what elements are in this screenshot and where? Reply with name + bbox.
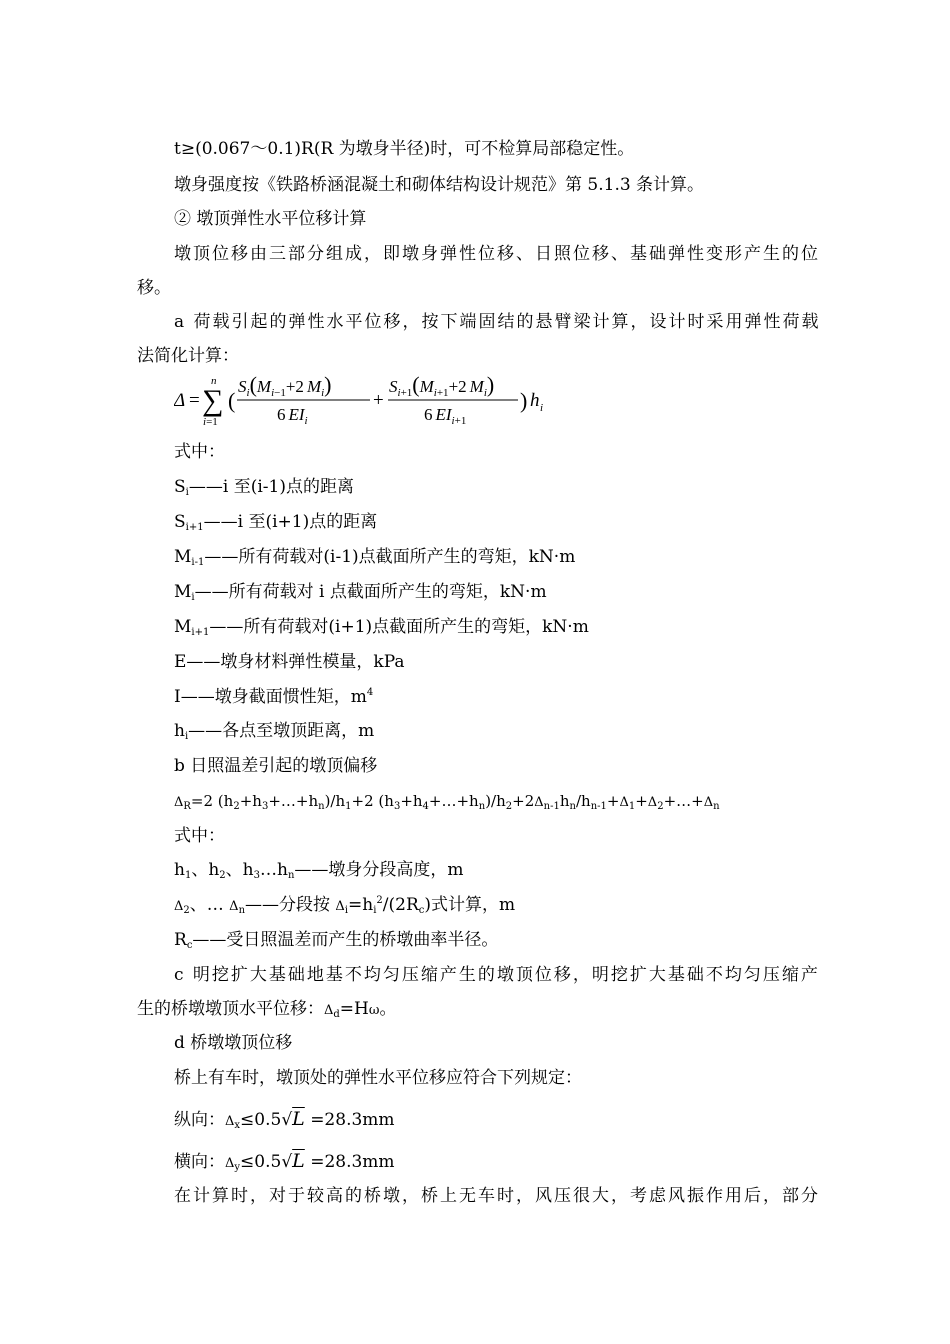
definition-line: $M_{i-1}——$所有荷载对(i-1)点截面所产生的弯矩，kN·m (174, 547, 576, 568)
svg-text:n: n (211, 375, 217, 387)
svg-text:i: i (540, 402, 544, 414)
paragraph-line: a 荷载引起的弹性水平位移，按下端固结的悬臂梁计算，设计时采用弹性荷载 (174, 312, 821, 332)
paragraph-line: t≥(0.067～0.1)R(R 为墩身半径)时，可不检算局部稳定性。 (174, 139, 635, 159)
svg-text:=: = (189, 390, 200, 411)
svg-text:(: ( (228, 388, 236, 413)
svg-text:+: + (373, 390, 384, 411)
section-heading: ② 墩顶弹性水平位移计算 (174, 209, 367, 229)
definition-line: I——墩身截面惯性矩，$m^4$ (174, 687, 374, 707)
definition-line: $\Delta_2$、… $\Delta_n——$分段按 $\Delta_i=h_i^2/(2R_c)$式计算，m (174, 895, 516, 916)
paragraph-line: 生的桥墩墩顶水平位移：$\Delta_d=H\omega$。 (137, 999, 397, 1020)
svg-text:Si+1(Mi+1+2Mi): $S_{i+1}(M_{i+1}+2$ $M_i$) (389, 372, 495, 399)
definition-line: $R_c——$受日照温差而产生的桥墩曲率半径。 (174, 930, 499, 951)
paragraph-line: 移。 (137, 278, 171, 298)
svg-text:Δ: Δ (174, 390, 186, 411)
definition-line: E——墩身材料弹性模量，kPa (174, 652, 405, 672)
svg-text:6EIi+1: 6 $EI_{i+1}$ (424, 405, 467, 427)
definition-line: $h_1$、$h_2$、$h_3\dots h_n——$墩身分段高度，m (174, 860, 464, 881)
definition-line: $M_i——$所有荷载对 i 点截面所产生的弯矩，kN·m (174, 582, 547, 603)
longitudinal-limit: 纵向：$\Delta_x\le 0.5√L =28.3mm$ (174, 1108, 395, 1131)
sqrt-symbol: √L (281, 1150, 305, 1172)
paragraph-line: c 明挖扩大基础地基不均匀压缩产生的墩顶位移，明挖扩大基础不均匀压缩产 (174, 965, 820, 985)
paragraph-line: 在计算时，对于较高的桥墩，桥上无车时，风压很大，考虑风振作用后，部分 (174, 1186, 820, 1206)
definition-line: $M_{i+1}——$所有荷载对(i+1)点截面所产生的弯矩，kN·m (174, 617, 589, 638)
paragraph-line: 式中： (174, 442, 225, 462)
sunshine-formula: $\Delta_R=2$ $(h_2+h_3+\dots+h_n)/h_1+2$ $(h_3+h_4+\dots+h_n)/h_2+2\Delta_{n-1}h_n/h_{n-1}+\Delta_1+\Delta_2+\dots+\Delta_n$ (174, 792, 720, 812)
paragraph-line: 墩顶位移由三部分组成，即墩身弹性位移、日照位移、基础弹性变形产生的位 (174, 244, 820, 264)
definition-line: $S_{i+1}——i$ 至(i+1)点的距离 (174, 512, 378, 533)
svg-text:i=1: i=1 (203, 416, 218, 428)
definition-line: $h_i——$各点至墩顶距离，m (174, 721, 375, 742)
svg-text:∑: ∑ (202, 384, 224, 417)
transverse-limit: 横向：$\Delta_y\le 0.5√L =28.3mm$ (174, 1150, 395, 1173)
definition-line: $S_i——i$ 至(i-1)点的距离 (174, 477, 354, 498)
paragraph-line: 墩身强度按《铁路桥涵混凝土和砌体结构设计规范》第 5.1.3 条计算。 (174, 175, 705, 195)
svg-text:6EIi: 6 $EI_i$ (277, 405, 308, 427)
paragraph-line: 式中： (174, 826, 225, 846)
sqrt-symbol: √L (281, 1108, 305, 1130)
svg-text:Si(Mi−1+2Mi): $S_i(M_i-1+2$ $M_i$) (238, 372, 332, 399)
paragraph-line: 桥上有车时，墩顶处的弹性水平位移应符合下列规定： (174, 1068, 582, 1088)
displacement-formula (174, 368, 734, 432)
paragraph-line: b 日照温差引起的墩顶偏移 (174, 756, 378, 776)
svg-text:): ) (520, 388, 528, 413)
paragraph-line: d 桥墩墩顶位移 (174, 1033, 293, 1053)
paragraph-line: 法简化计算： (137, 346, 239, 366)
svg-text:h: h (530, 390, 540, 411)
